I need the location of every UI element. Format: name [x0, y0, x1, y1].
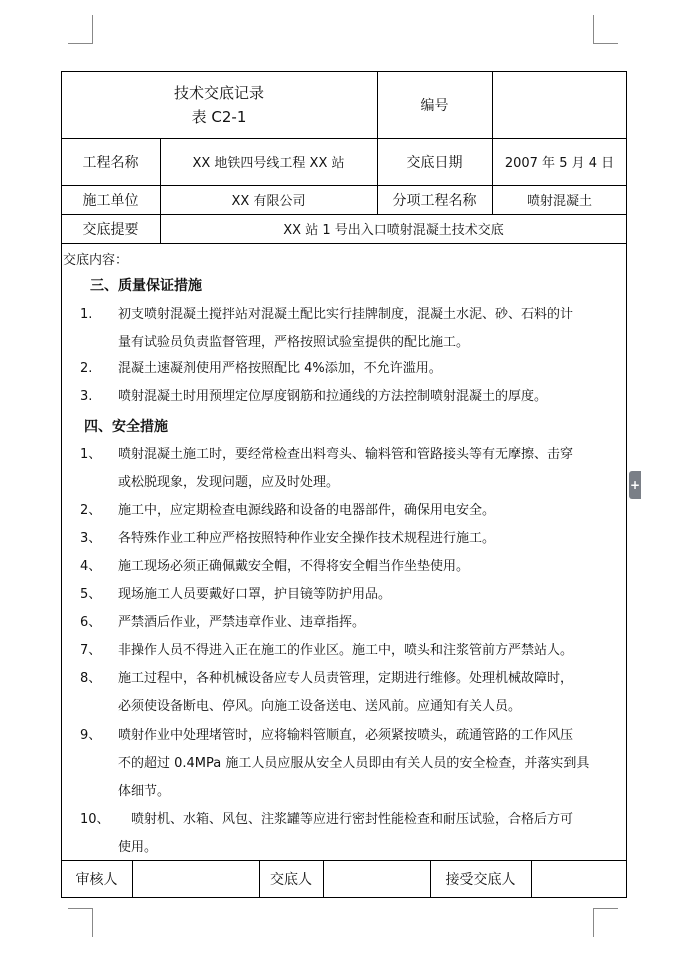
content-label: 交底内容：: [63, 253, 129, 268]
item-text-line: 施工现场必须正确佩戴安全帽，不得将安全帽当作坐垫使用。: [118, 559, 470, 574]
discloser-value: [323, 860, 430, 898]
item-number: 5、: [80, 587, 102, 602]
item-number: 10、: [80, 812, 110, 827]
crop-mark-top-left: [68, 15, 93, 44]
item-number: 2、: [80, 503, 102, 518]
item-number: 8、: [80, 671, 102, 686]
item-text-line: 现场施工人员要戴好口罩，护目镜等防护用品。: [118, 587, 392, 602]
disclosure-date-label: 交底日期: [406, 154, 463, 171]
item-number: 6、: [80, 615, 102, 630]
summary-label: 交底提要: [82, 221, 139, 238]
crop-mark-bottom-left: [68, 908, 93, 937]
project-name-value: XX 地铁四号线工程 XX 站: [192, 156, 345, 171]
reviewer-label: 审核人: [75, 872, 118, 888]
form-title-block: [61, 71, 377, 138]
item-text-line: 喷射机、水箱、风包、注浆罐等应进行密封性能检查和耐压试验，合格后方可: [118, 812, 574, 827]
code-label: 编号: [420, 97, 449, 114]
item-text-line: 非操作人员不得进入正在施工的作业区。施工中，喷头和注浆管前方严禁站人。: [118, 643, 574, 658]
item-number: 4、: [80, 559, 102, 574]
crop-mark-top-right: [593, 15, 618, 44]
item-text-line: 严禁酒后作业，严禁违章作业、违章指挥。: [118, 615, 366, 630]
item-number: 9、: [80, 728, 102, 743]
crop-mark-bottom-right: [593, 908, 618, 937]
discloser-label: 交底人: [270, 872, 312, 888]
section-title-safety: 四、安全措施: [84, 419, 168, 435]
form-title: 技术交底记录: [173, 83, 264, 102]
row-divider: [61, 243, 627, 244]
item-text-line: 混凝土速凝剂使用严格按照配比 4%添加，不允许滥用。: [118, 361, 442, 376]
item-text-line: 初支喷射混凝土搅拌站对混凝土配比实行挂牌制度，混凝土水泥、砂、石料的计: [118, 307, 574, 322]
expand-tab-button[interactable]: [629, 471, 641, 499]
item-text-line: 或松脱现象，发现问题，应及时处理。: [118, 475, 340, 490]
section-title-quality: 三、质量保证措施: [90, 278, 202, 294]
sub-project-label: 分项工程名称: [392, 192, 477, 209]
item-number: 7、: [80, 643, 102, 658]
receiver-label: 接受交底人: [445, 872, 516, 888]
item-number: 1、: [80, 447, 102, 462]
reviewer-value: [132, 860, 259, 898]
item-number: 3、: [80, 531, 102, 546]
construction-unit-value: XX 有限公司: [231, 194, 306, 209]
plus-icon: +: [629, 478, 641, 492]
item-number: 3.: [80, 389, 93, 404]
item-text-line: 必须使设备断电、停风。向施工设备送电、送风前。应通知有关人员。: [118, 699, 522, 714]
code-value: [492, 71, 627, 138]
form-number: 表 C2-1: [191, 107, 247, 126]
sub-project-value: 喷射混凝土: [526, 194, 592, 209]
item-text-line: 体细节。: [118, 784, 171, 799]
project-name-label: 工程名称: [82, 154, 139, 171]
summary-value: XX 站 1 号出入口喷射混凝土技术交底: [283, 223, 504, 238]
disclosure-date-value: 2007 年 5 月 4 日: [504, 156, 615, 171]
item-text-line: 喷射作业中处理堵管时，应将输料管顺直，必须紧按喷头，疏通管路的工作风压: [118, 728, 574, 743]
item-text-line: 喷射混凝土时用预埋定位厚度钢筋和拉通线的方法控制喷射混凝土的厚度。: [118, 389, 548, 404]
item-number: 2.: [80, 361, 93, 376]
item-text-line: 喷射混凝土施工时，要经常检查出料弯头、输料管和管路接头等有无摩擦、击穿: [118, 447, 574, 462]
item-text-line: 施工过程中，各种机械设备应专人员责管理，定期进行维修。处理机械故障时，: [118, 671, 574, 686]
item-text-line: 各特殊作业工种应严格按照特种作业安全操作技术规程进行施工。: [118, 531, 496, 546]
item-text-line: 施工中，应定期检查电源线路和设备的电器部件，确保用电安全。: [118, 503, 496, 518]
item-text-line: 使用。: [118, 840, 158, 855]
receiver-value: [531, 860, 627, 898]
item-number: 1.: [80, 307, 93, 322]
construction-unit-label: 施工单位: [82, 192, 139, 209]
item-text-line: 不的超过 0.4MPa 施工人员应服从安全人员即由有关人员的安全检查，并落实到具: [118, 756, 590, 771]
item-text-line: 量有试验员负责监督管理，严格按照试验室提供的配比施工。: [118, 335, 470, 350]
